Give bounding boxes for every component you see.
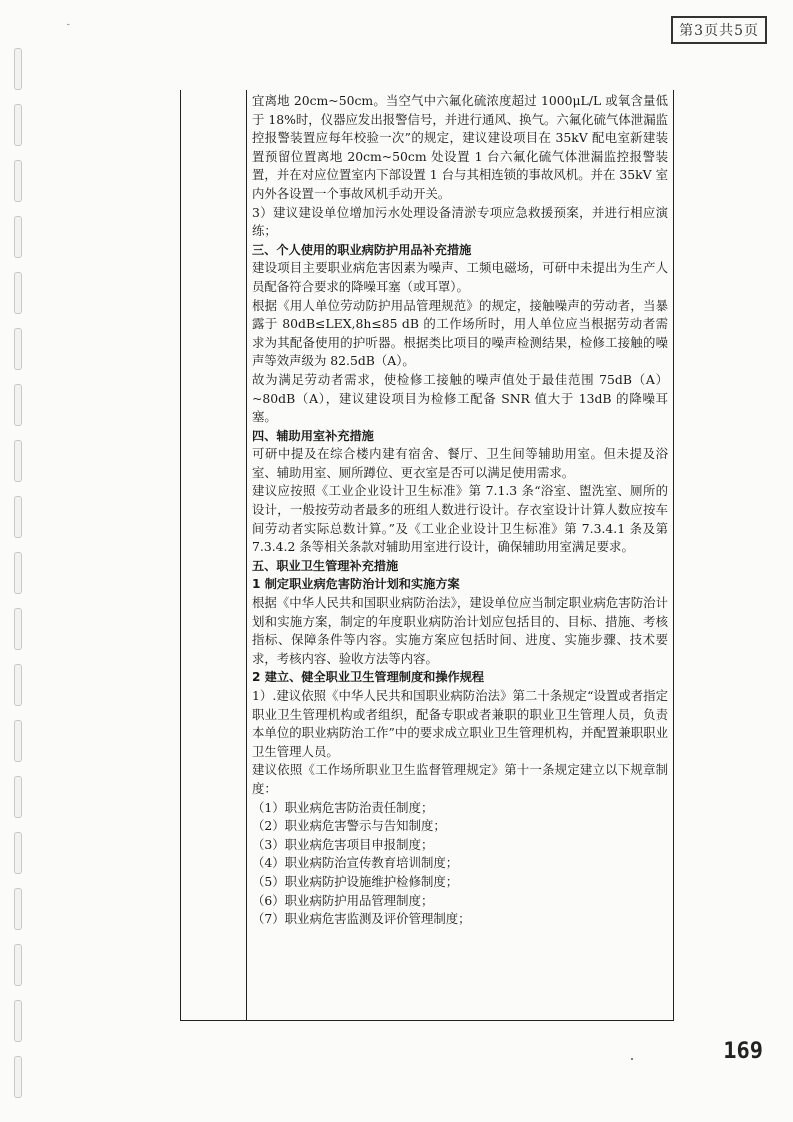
binder-hole	[14, 48, 22, 90]
paragraph: （5）职业病防护设施维护检修制度；	[252, 873, 459, 889]
paragraph: 建设项目主要职业病危害因素为噪声、工频电磁场，可研中未提出为生产人员配备符合要求的降噪耳塞（或耳罩）。	[252, 260, 668, 294]
paragraph: （3）职业病危害项目申报制度；	[252, 836, 434, 852]
handwritten-page-number: 169	[723, 1039, 763, 1064]
binder-hole	[14, 776, 22, 818]
stray-dot	[631, 1058, 633, 1060]
paragraph: 根据《用人单位劳动防护用品管理规范》的规定，接触噪声的劳动者，当暴露于 80dB≤LEX,8h≤85 dB 的工作场所时，用人单位应当根据劳动者需求为其配备使用的护听器。根据类比项目的噪声检测结果，检修工接触的噪声等效声级为 82.5dB（A）。	[252, 297, 668, 369]
section-heading: 2 建立、健全职业卫生管理制度和操作规程	[252, 670, 485, 685]
paragraph: （4）职业病防治宣传教育培训制度；	[252, 855, 459, 871]
binder-hole	[14, 1056, 22, 1098]
section-heading: 三、个人使用的职业病防护用品补充措施	[252, 242, 472, 257]
section-heading: 四、辅助用室补充措施	[252, 428, 374, 443]
paragraph: （6）职业病防护用品管理制度；	[252, 892, 434, 908]
paragraph: 故为满足劳动者需求，使检修工接触的噪声值处于最佳范围 75dB（A）~80dB（A），建议建设项目为检修工配备 SNR 值大于 13dB 的降噪耳塞。	[252, 371, 668, 425]
paragraph: （2）职业病危害警示与告知制度；	[252, 818, 446, 834]
binder-hole	[14, 832, 22, 874]
binder-hole	[14, 160, 22, 202]
paragraph: （1）职业病危害防治责任制度；	[252, 799, 434, 815]
binder-hole	[14, 104, 22, 146]
section-heading: 1 制定职业病危害防治计划和实施方案	[252, 577, 460, 592]
binder-hole	[14, 440, 22, 482]
binder-hole	[14, 1000, 22, 1042]
table-column-divider	[246, 90, 247, 1020]
binder-hole	[14, 328, 22, 370]
document-body	[252, 92, 668, 929]
binder-hole	[14, 384, 22, 426]
paragraph: 建议依照《工作场所职业卫生监督管理规定》第十一条规定建立以下规章制度：	[252, 762, 668, 796]
binder-hole	[14, 944, 22, 986]
page-count-stamp: 第3页共5页	[671, 16, 767, 44]
paragraph: 根据《中华人民共和国职业病防治法》，建设单位应当制定职业病危害防治计划和实施方案，制定的年度职业病防治计划应包括目的、目标、措施、考核指标、保障条件等内容。实施方案应包括时间、进度、实施步骤、技术要求，考核内容、验收方法等内容。	[252, 595, 668, 666]
paragraph: 1）.建议依照《中华人民共和国职业病防治法》第二十条规定“设置或者指定职业卫生管理机构或者组织，配备专职或者兼职的职业卫生管理人员，负责本单位的职业病防治工作”中的要求成立职业卫生管理机构，并配置兼职职业卫生管理人员。	[252, 688, 668, 759]
paragraph: （7）职业病危害监测及评价管理制度；	[252, 911, 471, 927]
stray-mark: ˘	[66, 24, 71, 34]
binder-hole	[14, 216, 22, 258]
paragraph: 建议应按照《工业企业设计卫生标准》第 7.1.3 条“浴室、盥洗室、厕所的设计，一般按劳动者最多的班组人数进行设计。存衣室设计计算人数应按车间劳动者实际总数计算。”及《工业企业设计卫生标准》第 7.3.4.1 条及第 7.3.4.2 条等相关条款对辅助用室进行设计，确保辅助用室满足要求。	[252, 483, 668, 555]
binder-hole	[14, 664, 22, 706]
binder-hole	[14, 720, 22, 762]
paragraph: 3）建议建设单位增加污水处理设备清淤专项应急救援预案，并进行相应演练；	[252, 204, 668, 239]
binder-hole	[14, 608, 22, 650]
binder-hole	[14, 888, 22, 930]
paragraph: 宜离地 20cm~50cm。当空气中六氟化硫浓度超过 1000μL/L 或氧含量低于 18%时，仪器应发出报警信号，并进行通风、换气。六氟化硫气体泄漏监控报警装置应每年校验一次”的规定，建议建设项目在 35kV 配电室新建装置预留位置离地 20cm~50cm 处设置 1 台六氟化硫气体泄漏监控报警装置，并在对应位置室内下部设置 1 台与其相连锁的事故风机。并在 35kV 室内外各设置一个事故风机手动开关。	[252, 93, 668, 201]
binder-hole	[14, 272, 22, 314]
paragraph: 可研中提及在综合楼内建有宿舍、餐厅、卫生间等辅助用室。但未提及浴室、辅助用室、厕所蹲位、更衣室是否可以满足使用需求。	[252, 446, 668, 480]
section-heading: 五、职业卫生管理补充措施	[252, 558, 399, 573]
binder-hole	[14, 496, 22, 538]
binder-hole	[14, 552, 22, 594]
